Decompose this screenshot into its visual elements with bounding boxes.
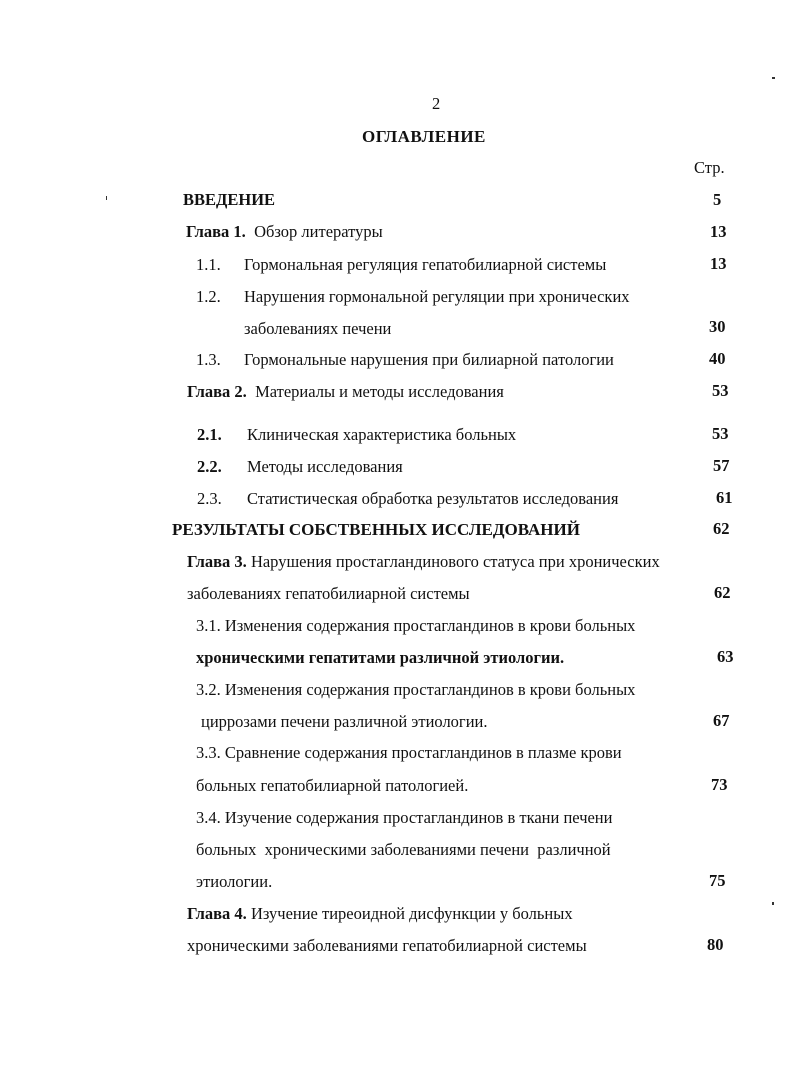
- toc-entry-chapter-2[interactable]: [187, 384, 504, 401]
- toc-page-section-1-3: 40: [709, 349, 726, 368]
- toc-entry-section-2-3[interactable]: Статистическая обработка результатов исследования: [247, 489, 619, 508]
- toc-entry-section-3-4-cont2[interactable]: этиологии.: [196, 872, 273, 891]
- toc-page-introduction: 5: [713, 190, 722, 209]
- toc-entry-section-3-1-cont[interactable]: хроническими гепатитами различной этиологии.: [196, 648, 565, 667]
- toc-page-section-2-3: 61: [716, 488, 733, 507]
- toc-entry-results[interactable]: РЕЗУЛЬТАТЫ СОБСТВЕННЫХ ИССЛЕДОВАНИЙ: [172, 520, 580, 539]
- toc-page-section-1-2: 30: [709, 317, 726, 336]
- toc-entry-section-1-2[interactable]: Нарушения гормональной регуляции при хронических: [244, 287, 630, 306]
- page-column-header: Стр.: [694, 158, 725, 177]
- toc-page-chapter-4: 80: [707, 935, 724, 954]
- toc-entry-section-3-2-cont[interactable]: циррозами печени различной этиологии.: [201, 712, 488, 731]
- toc-page-section-3-4: 75: [709, 871, 726, 890]
- chapter-title: Нарушения простагландинового статуса при хронических: [250, 552, 660, 571]
- scan-speck: [772, 902, 774, 905]
- toc-entry-section-2-2[interactable]: Методы исследования: [247, 457, 403, 476]
- toc-page-section-1-1: 13: [710, 254, 727, 273]
- toc-entry-chapter-3[interactable]: [187, 554, 660, 571]
- toc-entry-section-2-1[interactable]: Клиническая характеристика больных: [247, 425, 517, 444]
- chapter-prefix: Глава 3.: [187, 552, 247, 571]
- scan-speck: [106, 196, 107, 200]
- chapter-prefix: Глава 2.: [187, 382, 247, 401]
- chapter-prefix: Глава 1.: [186, 222, 246, 241]
- page-number: 2: [432, 94, 441, 113]
- chapter-title: Изучение тиреоидной дисфункции у больных: [250, 904, 573, 923]
- section-number: 1.1.: [196, 255, 221, 274]
- toc-page-section-2-2: 57: [713, 456, 730, 475]
- section-number: 2.1.: [197, 425, 222, 444]
- toc-entry-section-3-3-cont[interactable]: больных гепатобилиарной патологией.: [196, 776, 469, 795]
- toc-entry-section-3-4-cont[interactable]: больных хроническими заболеваниями печени различной: [196, 840, 611, 859]
- toc-page-chapter-1: 13: [710, 222, 727, 241]
- section-number: 2.2.: [197, 457, 222, 476]
- section-number: 1.2.: [196, 287, 221, 306]
- toc-entry-chapter-3-cont[interactable]: заболеваниях гепатобилиарной системы: [187, 584, 470, 603]
- page-title: ОГЛАВЛЕНИЕ: [362, 127, 486, 146]
- toc-page-section-2-1: 53: [712, 424, 729, 443]
- toc-page-chapter-3: 62: [714, 583, 731, 602]
- toc-entry-section-3-1[interactable]: 3.1. Изменения содержания простагландинов в крови больных: [196, 616, 636, 635]
- toc-entry-chapter-4[interactable]: [187, 906, 573, 923]
- section-number: 1.3.: [196, 350, 221, 369]
- chapter-title: Материалы и методы исследования: [255, 382, 504, 401]
- scan-speck: [772, 77, 775, 79]
- chapter-prefix: Глава 4.: [187, 904, 247, 923]
- toc-entry-chapter-1[interactable]: [186, 224, 383, 241]
- toc-page-section-3-2: 67: [713, 711, 730, 730]
- chapter-title: Обзор литературы: [254, 222, 383, 241]
- toc-entry-section-1-2-cont[interactable]: заболеваниях печени: [244, 319, 392, 338]
- toc-entry-introduction[interactable]: ВВЕДЕНИЕ: [183, 190, 276, 209]
- toc-entry-section-3-2[interactable]: 3.2. Изменения содержания простагландинов в крови больных: [196, 680, 636, 699]
- toc-page-section-3-3: 73: [711, 775, 728, 794]
- toc-page-results: 62: [713, 519, 730, 538]
- toc-entry-section-1-1[interactable]: Гормональная регуляция гепатобилиарной системы: [244, 255, 607, 274]
- toc-entry-section-3-3[interactable]: 3.3. Сравнение содержания простагландинов в плазме крови: [196, 743, 622, 762]
- toc-page-chapter-2: 53: [712, 381, 729, 400]
- toc-entry-section-1-3[interactable]: Гормональные нарушения при билиарной патологии: [244, 350, 614, 369]
- toc-entry-section-3-4[interactable]: 3.4. Изучение содержания простагландинов в ткани печени: [196, 808, 613, 827]
- toc-entry-chapter-4-cont[interactable]: хроническими заболеваниями гепатобилиарной системы: [187, 936, 587, 955]
- section-number: 2.3.: [197, 489, 222, 508]
- toc-page-section-3-1: 63: [717, 647, 734, 666]
